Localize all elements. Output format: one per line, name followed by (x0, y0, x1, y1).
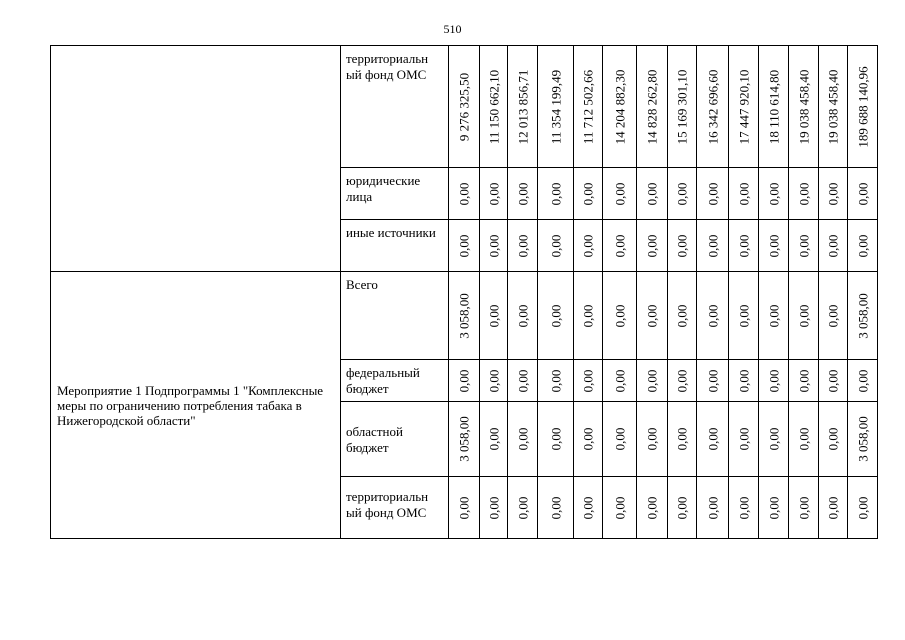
value-text: 0,00 (796, 304, 811, 327)
value-cell (508, 46, 538, 168)
value-text: 0,00 (736, 234, 751, 257)
value-cell (574, 402, 603, 477)
value-text: 0,00 (796, 427, 811, 451)
value-text: 0,00 (612, 304, 627, 327)
funding-source-cell: территориальн ый фонд ОМС (341, 477, 449, 539)
value-text: 0,00 (644, 427, 660, 451)
value-cell (668, 272, 697, 360)
value-cell (637, 360, 668, 402)
value-text: 0,00 (825, 234, 841, 257)
value-cell (480, 360, 508, 402)
value-text: 0,00 (515, 427, 530, 451)
value-text: 0,00 (705, 182, 720, 205)
value-text: 0,00 (766, 369, 781, 392)
value-text: 0,00 (612, 234, 627, 257)
value-text: 0,00 (612, 496, 627, 519)
value-cell (668, 220, 697, 272)
value-text: 14 828 262,80 (644, 69, 660, 144)
value-cell (697, 402, 729, 477)
value-text: 12 013 856,71 (515, 69, 530, 144)
value-text: 0,00 (515, 496, 530, 519)
value-text: 19 038 458,40 (825, 69, 841, 144)
value-text: 0,00 (855, 234, 870, 257)
measure-cell: Мероприятие 1 Подпрограммы 1 "Комплексные меры по ограничению потребления табака в Нижегородской области" (51, 272, 341, 539)
value-text: 0,00 (580, 304, 596, 327)
value-cell (574, 220, 603, 272)
funding-source-cell: юридические лица (341, 168, 449, 220)
value-cell (848, 477, 878, 539)
value-text: 0,00 (456, 234, 472, 257)
value-cell (637, 220, 668, 272)
value-cell (729, 402, 759, 477)
value-text: 11 712 502,66 (580, 69, 596, 144)
value-cell (759, 360, 789, 402)
value-text: 0,00 (456, 182, 472, 205)
value-cell (449, 272, 480, 360)
value-cell (603, 360, 637, 402)
value-cell (508, 220, 538, 272)
value-text: 18 110 614,80 (766, 69, 781, 144)
value-cell (538, 402, 574, 477)
value-cell (697, 477, 729, 539)
value-cell (819, 477, 848, 539)
value-text: 0,00 (766, 234, 781, 257)
value-text: 0,00 (825, 427, 841, 451)
value-text: 0,00 (515, 369, 530, 392)
value-text: 0,00 (855, 496, 870, 519)
value-text: 11 150 662,10 (486, 69, 501, 144)
value-text: 0,00 (644, 496, 660, 519)
value-cell (789, 402, 819, 477)
value-text: 0,00 (580, 182, 596, 205)
value-cell (819, 220, 848, 272)
value-text: 0,00 (705, 427, 720, 451)
value-text: 0,00 (796, 369, 811, 392)
value-text: 0,00 (644, 234, 660, 257)
value-cell (449, 402, 480, 477)
value-cell (603, 220, 637, 272)
value-cell (508, 168, 538, 220)
value-cell (449, 168, 480, 220)
value-cell (637, 46, 668, 168)
value-text: 0,00 (766, 182, 781, 205)
value-cell (480, 46, 508, 168)
value-text: 0,00 (515, 304, 530, 327)
value-cell (819, 168, 848, 220)
value-cell (729, 477, 759, 539)
value-text: 0,00 (486, 234, 501, 257)
value-cell (538, 46, 574, 168)
value-text: 189 688 140,96 (855, 65, 870, 148)
value-cell (668, 402, 697, 477)
value-cell (729, 168, 759, 220)
value-text: 0,00 (486, 427, 501, 451)
value-cell (449, 220, 480, 272)
value-text: 0,00 (825, 496, 841, 519)
value-cell (668, 477, 697, 539)
value-cell (538, 477, 574, 539)
value-text: 0,00 (705, 304, 720, 327)
value-text: 0,00 (855, 369, 870, 392)
value-text: 0,00 (548, 182, 563, 205)
value-cell (789, 477, 819, 539)
value-text: 0,00 (825, 182, 841, 205)
value-cell (637, 402, 668, 477)
value-text: 0,00 (674, 369, 690, 392)
value-cell (538, 360, 574, 402)
value-cell (508, 272, 538, 360)
value-cell (819, 360, 848, 402)
value-text: 0,00 (736, 304, 751, 327)
value-cell (697, 360, 729, 402)
value-cell (848, 220, 878, 272)
value-text: 0,00 (736, 369, 751, 392)
value-cell (480, 402, 508, 477)
value-text: 0,00 (674, 427, 690, 451)
table-row (51, 272, 878, 360)
value-cell (480, 168, 508, 220)
value-text: 3 058,00 (456, 292, 472, 339)
value-cell (508, 477, 538, 539)
value-cell (603, 477, 637, 539)
value-text: 0,00 (515, 182, 530, 205)
value-text: 0,00 (825, 304, 841, 327)
value-text: 0,00 (456, 496, 472, 519)
value-text: 3 058,00 (855, 416, 870, 462)
value-text: 0,00 (674, 304, 690, 327)
value-cell (637, 477, 668, 539)
value-cell (508, 402, 538, 477)
value-cell (759, 272, 789, 360)
value-cell (848, 402, 878, 477)
page-number: 510 (443, 22, 462, 36)
value-text: 0,00 (644, 304, 660, 327)
value-cell (759, 477, 789, 539)
value-cell (848, 272, 878, 360)
value-text: 17 447 920,10 (736, 69, 751, 144)
value-text: 0,00 (705, 496, 720, 519)
value-cell (574, 360, 603, 402)
value-text: 0,00 (486, 182, 501, 205)
value-cell (538, 220, 574, 272)
value-text: 0,00 (705, 234, 720, 257)
value-text: 0,00 (548, 304, 563, 327)
value-cell (697, 46, 729, 168)
value-cell (538, 168, 574, 220)
value-text: 14 204 882,30 (612, 69, 627, 144)
value-text: 0,00 (736, 182, 751, 205)
measure-cell (51, 46, 341, 272)
value-cell (574, 477, 603, 539)
value-cell (574, 46, 603, 168)
value-cell (789, 46, 819, 168)
value-cell (637, 168, 668, 220)
value-text: 9 276 325,50 (456, 72, 472, 141)
value-text: 0,00 (796, 496, 811, 519)
value-text: 19 038 458,40 (796, 69, 811, 144)
value-cell (449, 360, 480, 402)
value-text: 0,00 (705, 369, 720, 392)
value-cell (603, 402, 637, 477)
value-cell (480, 477, 508, 539)
funding-source-cell: федеральный бюджет (341, 360, 449, 402)
value-text: 0,00 (825, 369, 841, 392)
value-cell (508, 360, 538, 402)
value-text: 0,00 (796, 234, 811, 257)
value-cell (848, 360, 878, 402)
value-text: 0,00 (580, 427, 596, 451)
value-cell (759, 46, 789, 168)
value-cell (759, 402, 789, 477)
value-text: 0,00 (612, 369, 627, 392)
value-text: 0,00 (644, 369, 660, 392)
value-cell (697, 168, 729, 220)
value-cell (480, 220, 508, 272)
value-text: 0,00 (580, 369, 596, 392)
value-text: 0,00 (644, 182, 660, 205)
value-text: 0,00 (456, 369, 472, 392)
value-cell (668, 46, 697, 168)
value-cell (729, 46, 759, 168)
value-cell (668, 360, 697, 402)
value-text: 15 169 301,10 (674, 69, 690, 144)
table-row (51, 46, 878, 168)
value-cell (819, 402, 848, 477)
value-text: 0,00 (766, 427, 781, 451)
value-text: 0,00 (612, 427, 627, 451)
value-cell (574, 272, 603, 360)
value-text: 0,00 (486, 369, 501, 392)
value-text: 0,00 (548, 234, 563, 257)
value-cell (848, 46, 878, 168)
value-cell (789, 168, 819, 220)
value-text: 0,00 (515, 234, 530, 257)
value-cell (759, 168, 789, 220)
value-text: 0,00 (548, 369, 563, 392)
value-cell (848, 168, 878, 220)
value-cell (574, 168, 603, 220)
value-text: 0,00 (766, 304, 781, 327)
value-cell (603, 272, 637, 360)
value-cell (789, 220, 819, 272)
value-cell (603, 46, 637, 168)
value-text: 16 342 696,60 (705, 69, 720, 144)
value-text: 0,00 (766, 496, 781, 519)
value-cell (729, 220, 759, 272)
value-cell (819, 46, 848, 168)
value-cell (819, 272, 848, 360)
value-cell (603, 168, 637, 220)
value-cell (729, 272, 759, 360)
value-cell (668, 168, 697, 220)
value-cell (449, 477, 480, 539)
value-cell (789, 360, 819, 402)
value-text: 3 058,00 (855, 292, 870, 339)
value-text: 0,00 (855, 182, 870, 205)
value-cell (729, 360, 759, 402)
value-text: 3 058,00 (456, 416, 472, 462)
value-text: 0,00 (486, 496, 501, 519)
funding-source-cell: Всего (341, 272, 449, 360)
value-text: 0,00 (674, 496, 690, 519)
value-cell (697, 220, 729, 272)
value-cell (538, 272, 574, 360)
value-cell (449, 46, 480, 168)
value-text: 0,00 (674, 182, 690, 205)
value-text: 0,00 (796, 182, 811, 205)
value-cell (637, 272, 668, 360)
funding-source-cell: иные источники (341, 220, 449, 272)
value-text: 0,00 (486, 304, 501, 327)
value-text: 0,00 (548, 427, 563, 451)
value-cell (697, 272, 729, 360)
value-text: 0,00 (580, 234, 596, 257)
value-text: 11 354 199,49 (548, 69, 563, 144)
value-text: 0,00 (548, 496, 563, 519)
value-text: 0,00 (612, 182, 627, 205)
value-cell (480, 272, 508, 360)
value-text: 0,00 (736, 496, 751, 519)
funding-source-cell: территориальн ый фонд ОМС (341, 46, 449, 168)
value-text: 0,00 (674, 234, 690, 257)
budget-table (50, 45, 878, 539)
value-text: 0,00 (580, 496, 596, 519)
value-cell (789, 272, 819, 360)
funding-source-cell: областной бюджет (341, 402, 449, 477)
value-text: 0,00 (736, 427, 751, 451)
value-cell (759, 220, 789, 272)
